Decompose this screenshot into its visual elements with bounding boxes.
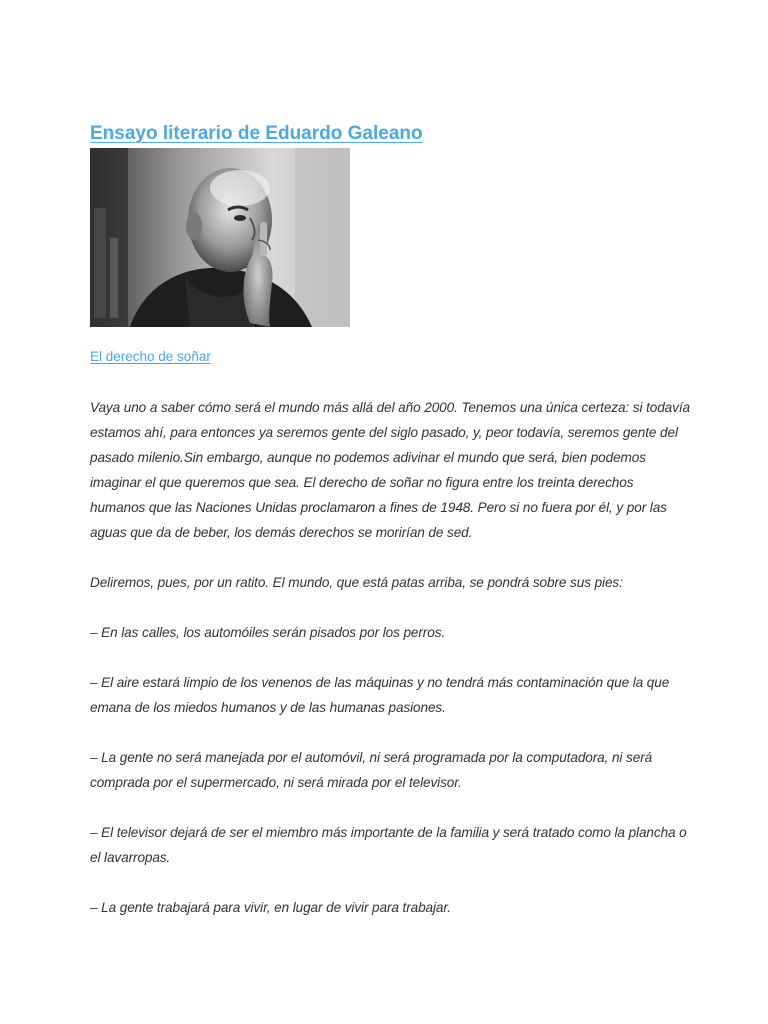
page-title-link[interactable]: Ensayo literario de Eduardo Galeano	[90, 123, 423, 144]
paragraph: Deliremos, pues, por un ratito. El mundo, que está patas arriba, se pondrá sobre sus pies:	[90, 575, 623, 590]
paragraph: – El televisor dejará de ser el miembro más importante de la familia y será tratado como la plancha o el lavarropas.	[90, 825, 687, 865]
paragraph: – El aire estará limpio de los venenos de las máquinas y no tendrá más contaminación que la que emana de los miedos humanos y de las humanas pasiones.	[90, 675, 670, 715]
paragraph: – La gente trabajará para vivir, en lugar de vivir para trabajar.	[90, 900, 451, 915]
essay-body	[90, 395, 690, 920]
author-photo	[90, 148, 350, 327]
paragraph: – La gente no será manejada por el automóvil, ni será programada por la computadora, ni será comprada por el supermercado, ni será mirada por el televisor.	[90, 750, 653, 790]
section-heading-link[interactable]: El derecho de soñar	[90, 349, 211, 364]
paragraph: Vaya uno a saber cómo será el mundo más allá del año 2000. Tenemos una única certeza: si todavía estamos ahí, para entonces ya seremos gente del siglo pasado, y, peor todavía, seremos gente del pasado milenio.Sin embargo, aunque no podemos adivinar el mundo que será, bien podemos imaginar el que queremos que sea. El derecho de soñar no figura entre los treinta derechos humanos que las Naciones Unidas proclamaron a fines de 1948. Pero si no fuera por él, y por las aguas que da de beber, los demás derechos se morirían de sed.	[90, 400, 690, 540]
paragraph: – En las calles, los automóiles serán pisados por los perros.	[90, 625, 446, 640]
document-page	[90, 120, 690, 945]
